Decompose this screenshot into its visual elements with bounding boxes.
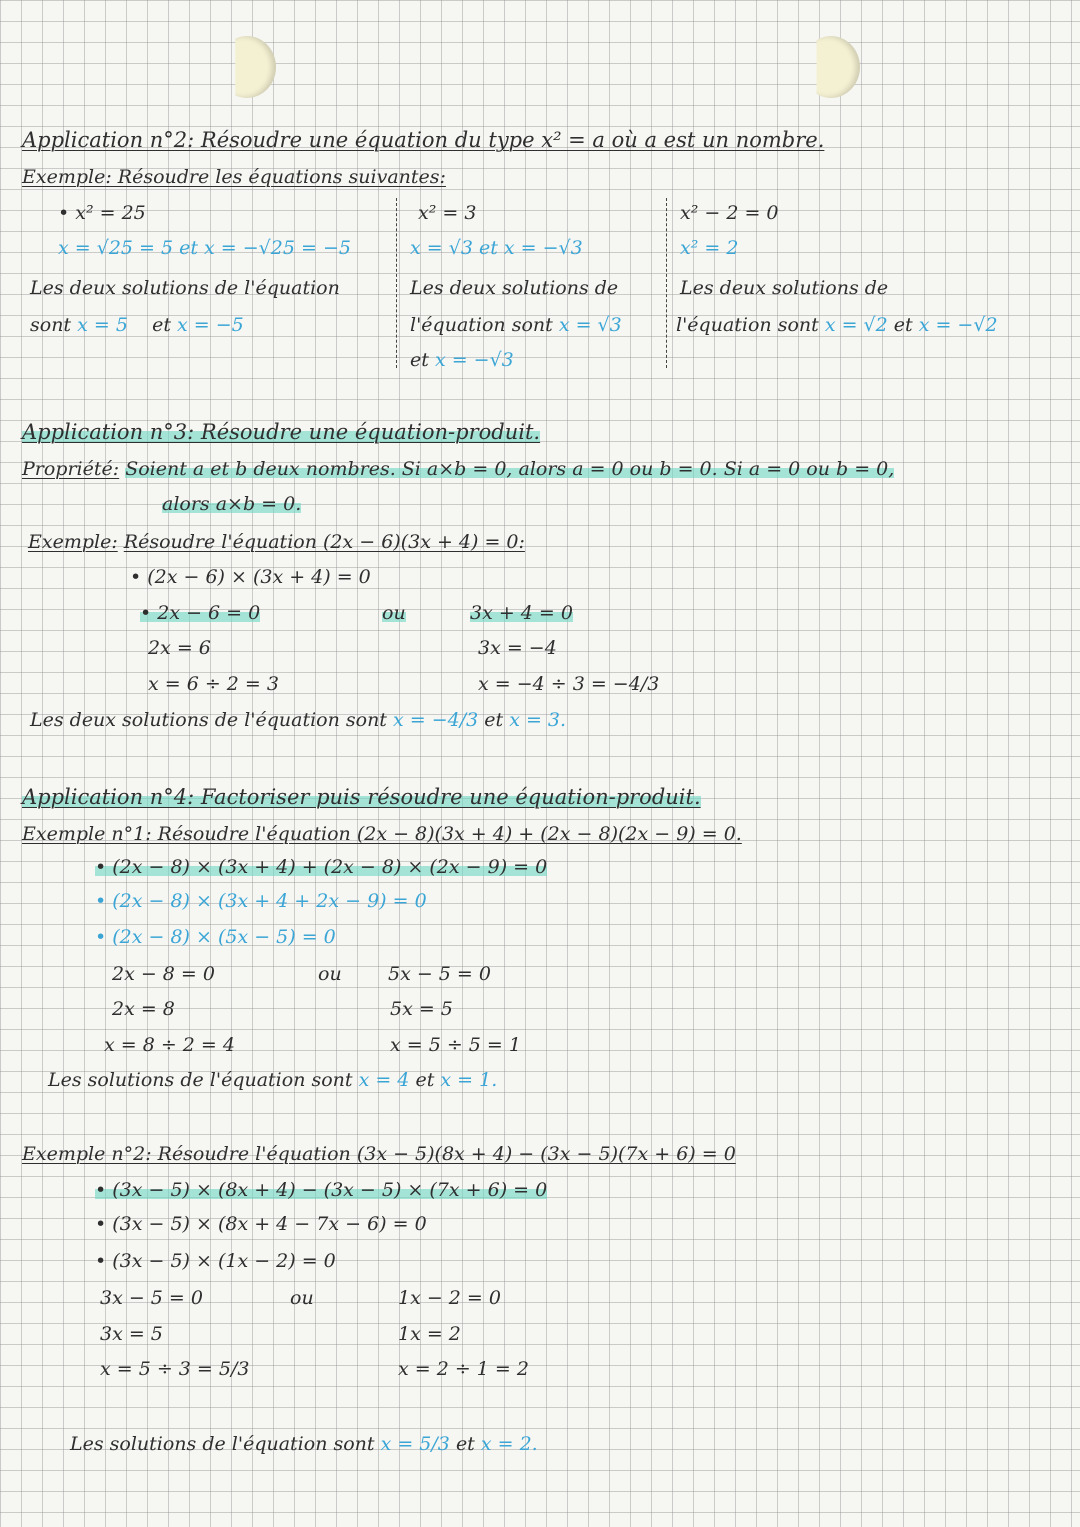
app4-ex1-left2: 2x = 8 (112, 998, 175, 1020)
column-separator (666, 198, 667, 368)
app4-ex2-right3: x = 2 ÷ 1 = 2 (398, 1358, 529, 1380)
app4-ex2-left1: 3x − 5 = 0 (100, 1287, 203, 1309)
app4-ex1-right2: 5x = 5 (390, 998, 453, 1020)
app2-col2-roots: x = √3 et x = −√3 (410, 237, 583, 259)
app4-ex1-step2: • (2x − 8) × (3x + 4 + 2x − 9) = 0 (95, 890, 427, 912)
app3-conclusion: Les deux solutions de l'équation sont x = −4/3 et x = 3. (30, 709, 567, 731)
app3-title: Application n°3: Résoudre une équation-produit. (22, 420, 541, 444)
app2-col2-conc2: l'équation sont x = √3 (410, 314, 622, 336)
app3-example: Exemple: Résoudre l'équation (2x − 6)(3x + 4) = 0: (28, 531, 525, 553)
app2-col2-conc: Les deux solutions de (410, 277, 619, 299)
app2-col2-eq: x² = 3 (418, 202, 477, 224)
app4-ex1-conclusion: Les solutions de l'équation sont x = 4 et x = 1. (48, 1069, 498, 1091)
app4-ex2-left3: x = 5 ÷ 3 = 5/3 (100, 1358, 250, 1380)
app2-col3-step: x² = 2 (680, 237, 739, 259)
app4-title: Application n°4: Factoriser puis résoudre une équation-produit. (22, 785, 701, 809)
app4-ex1-left3: x = 8 ÷ 2 = 4 (104, 1034, 235, 1056)
app4-ex1-step1: • (2x − 8) × (3x + 4) + (2x − 8) × (2x − 9) = 0 (95, 856, 548, 878)
app3-property: Propriété: Soient a et b deux nombres. Si a×b = 0, alors a = 0 ou b = 0. Si a = 0 ou b = 0, (22, 458, 895, 480)
app2-col1-conc: Les deux solutions de l'équation (30, 277, 340, 299)
app3-right1: 3x + 4 = 0 (470, 602, 573, 624)
app4-ex2-or: ou (290, 1287, 314, 1309)
app2-col3-eq: x² − 2 = 0 (680, 202, 779, 224)
app2-col3-conc2: l'équation sont x = √2 et x = −√2 (676, 314, 998, 336)
app4-ex2-conclusion: Les solutions de l'équation sont x = 5/3 et x = 2. (70, 1433, 538, 1455)
app2-title: Application n°2: Résoudre une équation du type x² = a où a est un nombre. (22, 128, 825, 152)
app4-ex1-right1: 5x − 5 = 0 (388, 963, 491, 985)
punch-hole-right (802, 36, 860, 98)
punch-hole-left (218, 36, 276, 98)
app4-ex1-step3: • (2x − 8) × (5x − 5) = 0 (95, 926, 336, 948)
app4-ex2-step3: • (3x − 5) × (1x − 2) = 0 (95, 1250, 336, 1272)
app2-col1-roots: x = √25 = 5 et x = −√25 = −5 (58, 237, 351, 259)
app3-or: ou (382, 602, 406, 624)
app4-ex1-title: Exemple n°1: Résoudre l'équation (2x − 8)(3x + 4) + (2x − 8)(2x − 9) = 0. (22, 823, 742, 845)
app3-right2: 3x = −4 (478, 637, 557, 659)
app4-ex2-right1: 1x − 2 = 0 (398, 1287, 501, 1309)
column-separator (396, 198, 397, 368)
app2-col3-conc: Les deux solutions de (680, 277, 889, 299)
app2-col1-conc2: sont x = 5 et x = −5 (30, 314, 244, 336)
app4-ex1-left1: 2x − 8 = 0 (112, 963, 215, 985)
app2-col1-eq: • x² = 25 (58, 202, 146, 224)
app4-ex1-or: ou (318, 963, 342, 985)
app3-left3: x = 6 ÷ 2 = 3 (148, 673, 279, 695)
app4-ex2-right2: 1x = 2 (398, 1323, 461, 1345)
app4-ex2-step2: • (3x − 5) × (8x + 4 − 7x − 6) = 0 (95, 1213, 427, 1235)
app3-right3: x = −4 ÷ 3 = −4/3 (478, 673, 660, 695)
app4-ex2-title: Exemple n°2: Résoudre l'équation (3x − 5)(8x + 4) − (3x − 5)(7x + 6) = 0 (22, 1143, 736, 1165)
app3-left2: 2x = 6 (148, 637, 211, 659)
app4-ex1-right3: x = 5 ÷ 5 = 1 (390, 1034, 521, 1056)
app2-example: Exemple: Résoudre les équations suivantes: (22, 166, 446, 188)
app3-left1: • 2x − 6 = 0 (140, 602, 261, 624)
app2-col2-conc3: et x = −√3 (410, 349, 514, 371)
app4-ex2-step1: • (3x − 5) × (8x + 4) − (3x − 5) × (7x + 6) = 0 (95, 1179, 548, 1201)
app4-ex2-left2: 3x = 5 (100, 1323, 163, 1345)
app3-property-cont: alors a×b = 0. (162, 493, 302, 515)
app3-step1: • (2x − 6) × (3x + 4) = 0 (130, 566, 371, 588)
